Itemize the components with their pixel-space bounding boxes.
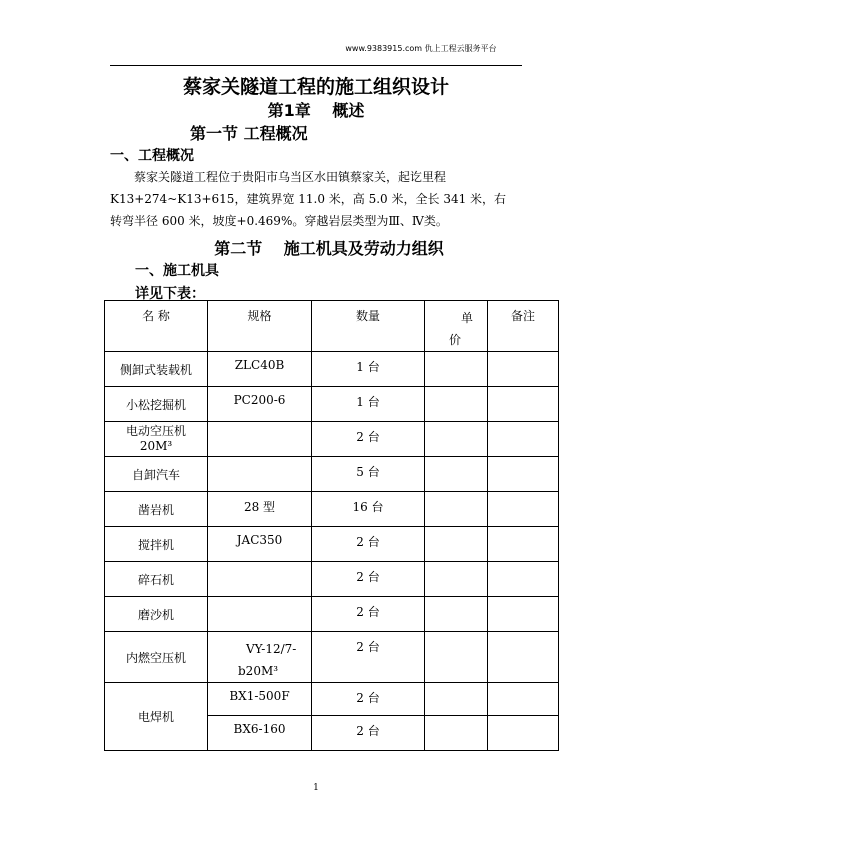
row-price [425, 683, 488, 716]
row-spec: 28 型 [208, 492, 312, 527]
row-price [425, 457, 488, 492]
table-row [105, 352, 559, 387]
row-qty: 2 台 [312, 422, 425, 457]
row-spec: JAC350 [208, 527, 312, 562]
see-table-note: 详见下表： [135, 286, 205, 302]
equipment-table [104, 300, 559, 751]
header-qty: 数量 [312, 301, 425, 352]
table-header-row [105, 301, 559, 352]
row-price [425, 527, 488, 562]
row-name: 碎石机 [105, 562, 208, 597]
row-qty: 2 台 [312, 597, 425, 632]
row-name: 小松挖掘机 [105, 387, 208, 422]
row-qty: 2 台 [312, 716, 425, 751]
row-spec: BX6-160 [208, 716, 312, 751]
row-name: 凿岩机 [105, 492, 208, 527]
row-note [488, 352, 559, 387]
row-name: 电焊机 [105, 683, 208, 751]
row-spec: PC200-6 [208, 387, 312, 422]
document-title: 蔡家关隧道工程的施工组织设计 [182, 76, 449, 98]
row-name-line1: 电动空压机 [125, 424, 186, 438]
row-note [488, 527, 559, 562]
row-price [425, 597, 488, 632]
row-qty: 2 台 [312, 683, 425, 716]
row-qty: 1 台 [312, 352, 425, 387]
header-spec: 规格 [208, 301, 312, 352]
row-price [425, 422, 488, 457]
table-row [105, 683, 559, 716]
section-1-heading: 第一节 工程概况 [190, 124, 308, 143]
paragraph-line: 转弯半径 600 米，坡度+0.469%。穿越岩层类型为Ⅲ、Ⅳ类。 [110, 214, 448, 228]
row-name-line2: 20M³ [139, 439, 173, 453]
table-row [105, 387, 559, 422]
machines-subheading: 一、施工机具 [135, 263, 219, 279]
row-note [488, 492, 559, 527]
row-spec [208, 632, 312, 683]
row-name: 搅拌机 [105, 527, 208, 562]
row-price [425, 632, 488, 683]
header-price-line2: 价 [449, 333, 462, 347]
header-name: 名 称 [105, 301, 208, 352]
header-price [425, 301, 488, 352]
table-row [105, 562, 559, 597]
row-note [488, 597, 559, 632]
row-note [488, 422, 559, 457]
page-number: 1 [313, 783, 319, 793]
row-qty: 16 台 [312, 492, 425, 527]
header-rule [110, 65, 522, 66]
table-row [105, 632, 559, 683]
row-price [425, 352, 488, 387]
row-name: 自卸汽车 [105, 457, 208, 492]
section-2-heading: 第二节 施工机具及劳动力组织 [214, 239, 444, 258]
row-name: 内燃空压机 [105, 632, 208, 683]
overview-paragraph [110, 166, 526, 232]
table-row [105, 492, 559, 527]
table-row [105, 457, 559, 492]
paragraph-line: 蔡家关隧道工程位于贵阳市乌当区水田镇蔡家关，起讫里程 [110, 170, 447, 184]
row-name: 侧卸式装载机 [105, 352, 208, 387]
chapter-heading: 第1章 概述 [267, 101, 365, 120]
row-spec [208, 422, 312, 457]
row-spec: BX1-500F [208, 683, 312, 716]
row-note [488, 457, 559, 492]
row-price [425, 492, 488, 527]
row-spec [208, 562, 312, 597]
row-qty: 1 台 [312, 387, 425, 422]
row-price [425, 562, 488, 597]
row-qty: 2 台 [312, 562, 425, 597]
paragraph-line: K13+274~K13+615，建筑界宽 11.0 米，高 5.0 米，全长 341 米，右 [110, 192, 507, 206]
row-qty: 5 台 [312, 457, 425, 492]
row-note [488, 562, 559, 597]
row-spec-line1: VY-12/7- [246, 642, 297, 656]
header-note: 备注 [488, 301, 559, 352]
row-note [488, 683, 559, 716]
row-price [425, 387, 488, 422]
row-note [488, 632, 559, 683]
table-row [105, 422, 559, 457]
header-source-link[interactable]: www.9383915.com 仇上工程云服务平台 [345, 44, 497, 53]
header-price-line1: 单 [461, 311, 474, 325]
table-row [105, 597, 559, 632]
row-qty: 2 台 [312, 527, 425, 562]
row-price [425, 716, 488, 751]
overview-subheading: 一、工程概况 [110, 148, 194, 164]
row-note [488, 716, 559, 751]
row-spec: ZLC40B [208, 352, 312, 387]
row-spec [208, 457, 312, 492]
row-spec-line2: b20M³ [238, 664, 279, 678]
row-qty: 2 台 [312, 632, 425, 683]
table-row [105, 527, 559, 562]
row-spec [208, 597, 312, 632]
row-name: 磨沙机 [105, 597, 208, 632]
row-note [488, 387, 559, 422]
row-name [105, 422, 208, 457]
